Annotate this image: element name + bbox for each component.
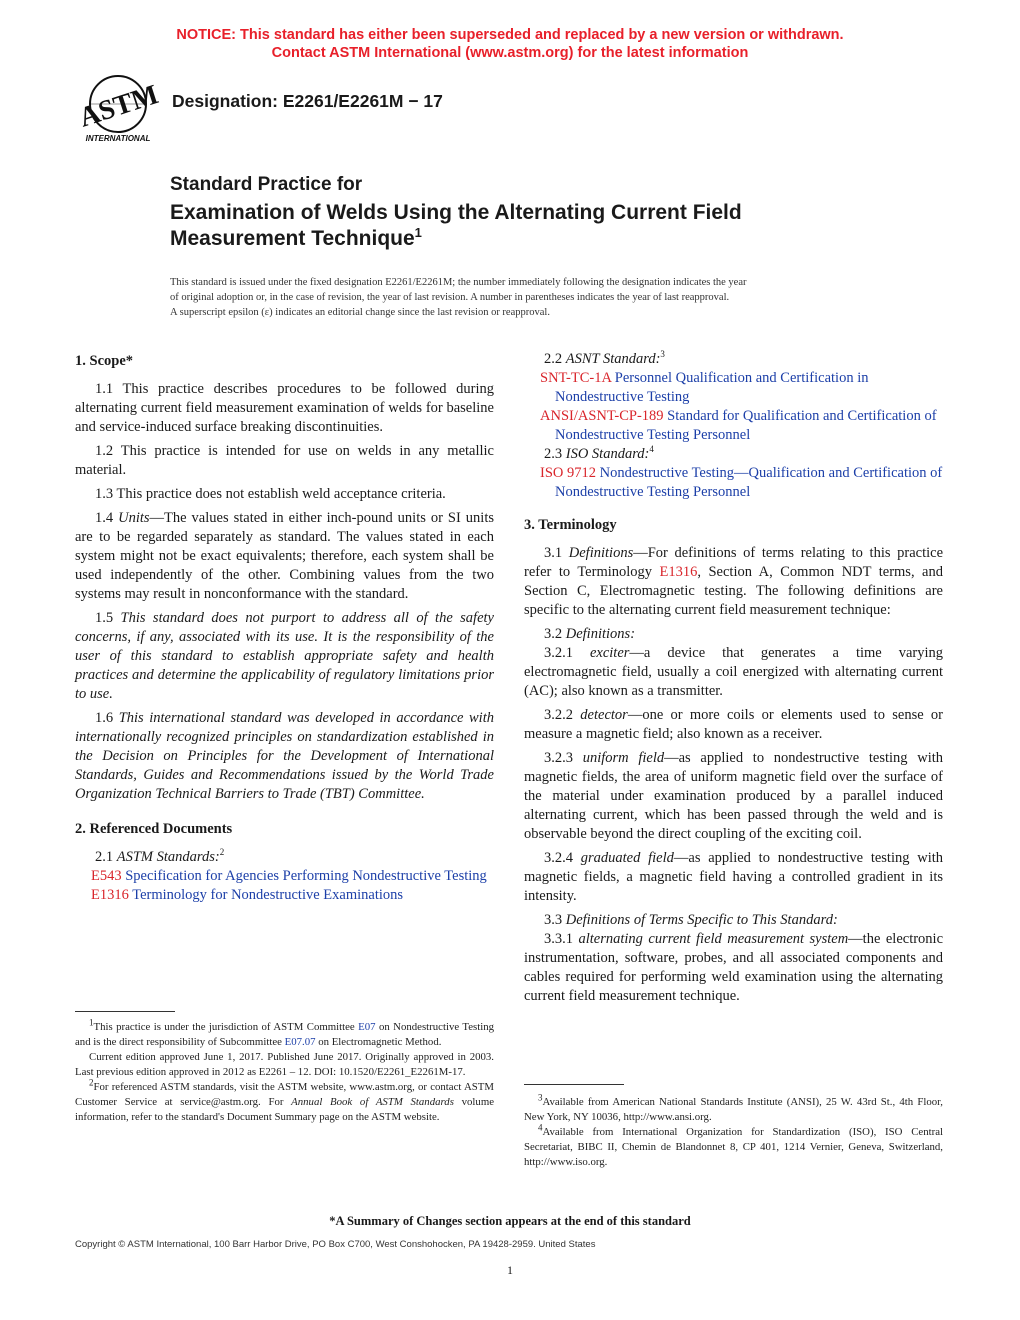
text: volume information, refer to the standard's Document Summary page on the ASTM website.	[75, 1096, 495, 1123]
term: ASNT Standard:	[565, 351, 661, 367]
section-terminology-heading: 3. Terminology	[524, 517, 617, 533]
designation-note	[170, 275, 860, 320]
term: detector	[580, 707, 628, 723]
text: —as applied to nondestructive testing with magnetic fields, a magnetic field having a controlled gradient in its intensity.	[524, 850, 944, 904]
designation: Designation: E2261/E2261M − 17	[172, 91, 443, 111]
footnote-mark: 3	[660, 349, 665, 360]
ref-code[interactable]: ISO 9712	[540, 465, 596, 481]
ref-code[interactable]: SNT-TC-1A	[540, 370, 612, 386]
num: 1.4	[95, 510, 114, 526]
footnote-mark: 2	[219, 847, 225, 858]
intro-line-1: This standard is issued under the fixed designation E2261/E2261M; the number immediately following the designation indicates the year	[170, 277, 747, 288]
text: For referenced ASTM standards, visit the ASTM website, www.astm.org, or contact ASTM Customer Service at service@astm.org. For	[75, 1081, 494, 1108]
page-number: 1	[507, 1263, 513, 1277]
term: ASTM Standards:	[116, 849, 220, 865]
ref-title-link[interactable]: Specification for Agencies Performing Nondestructive Testing	[125, 868, 487, 884]
text: Available from International Organization for Standardization (ISO), ISO Central Secretariat, BIBC II, Chemin de Blandonnet 8, CP 401, 1214 Vernier, Geneva, Switzerland, http://www.iso.org.	[524, 1126, 943, 1168]
footnotes-left	[75, 1017, 495, 1125]
para-3-2-1	[524, 644, 943, 701]
term: graduated field	[580, 850, 674, 866]
term: ISO Standard:	[565, 446, 650, 462]
ref-e543[interactable]	[75, 867, 494, 886]
term: uniform field	[582, 750, 665, 766]
footnote-number: 4	[538, 1122, 543, 1133]
footnote-mark: 4	[649, 444, 654, 455]
summary-of-changes-note: *A Summary of Changes section appears at the end of this standard	[329, 1214, 691, 1228]
footnote-number: 3	[538, 1092, 543, 1103]
footnote-1	[75, 1017, 494, 1050]
num: 3.2	[544, 626, 563, 642]
para-3-2-2	[524, 706, 943, 744]
intro-line-3: A superscript epsilon (ε) indicates an editorial change since the last revision or reapproval.	[170, 307, 550, 318]
para-1-2: 1.2 This practice is intended for use on welds in any metallic material.	[75, 443, 494, 478]
para-3-2-3	[524, 749, 943, 844]
text: —The values stated in either inch-pound units or SI units are to be regarded separately as standard. The values stated in each system might not be exact equivalents; therefore, each system shall be used independently of the other. Combining values from the two systems may result in nonconformance with the standard.	[75, 510, 494, 602]
num: 3.2.1	[544, 645, 573, 661]
section-scope-heading: 1. Scope*	[75, 353, 133, 369]
title-footnote-mark: 1	[414, 225, 422, 240]
para-1-5	[75, 609, 494, 704]
text: —as applied to nondestructive testing with magnetic fields, the area of uniform magnetic field over the surface of the material under examination produced by a parallel induced alternating current, which has been passed through the weld and is observable beyond the direct coupling of the exciting coil.	[524, 750, 944, 842]
title-line-1: Standard Practice for	[170, 174, 363, 195]
text: This practice is under the jurisdiction of ASTM Committee	[93, 1021, 359, 1033]
term: alternating current field measurement system	[578, 931, 849, 947]
para-3-1	[524, 544, 943, 620]
num: 2.2	[544, 351, 563, 367]
ref-code[interactable]: E543	[91, 868, 122, 884]
num: 1.6	[95, 710, 114, 726]
astm-logo	[72, 72, 164, 144]
text: on Electromagnetic Method.	[315, 1036, 442, 1048]
term: Definitions of Terms Specific to This Standard:	[565, 912, 838, 928]
para-3-3-1	[524, 930, 943, 1006]
logo-letters: ASTM	[75, 79, 163, 134]
para-3-2-4	[524, 849, 943, 906]
ref-title-link[interactable]: Nondestructive Testing—Qualification and Certification of Nondestructive Testing Personnel	[555, 465, 943, 500]
ref-code[interactable]: E1316	[91, 887, 129, 903]
footnotes-right	[524, 1092, 943, 1170]
intro-line-2: of original adoption or, in the case of revision, the year of last revision. A number in parentheses indicates the year of last reapproval.	[170, 292, 730, 303]
text: This standard does not purport to address all of the safety concerns, if any, associated with its use. It is the responsibility of the user of this standard to establish appropriate safety and health practices and determine the applicability of regulatory limitations prior to use.	[75, 610, 494, 702]
subcommittee-link[interactable]: E07.07	[284, 1036, 316, 1048]
footnote-edition: Current edition approved June 1, 2017. Published June 2017. Originally approved in 2003. Last previous edition approved in 2012 as E2261 – 12. DOI: 10.1520/E2261_E2261M-17.	[75, 1051, 494, 1078]
footnote-2	[75, 1077, 495, 1125]
text: This international standard was developed in accordance with internationally recognized principles on standardization established in the Decision on Principles for the Development of International Standards, Guides and Recommendations issued by the World Trade Organization Technical Barriers to Trade (TBT) Committee.	[75, 710, 494, 802]
text: —one or more coils or elements used to sense or measure a magnetic field; also known as a receiver.	[524, 707, 944, 742]
footnote-rule-left	[75, 1011, 175, 1012]
num: 3.2.4	[544, 850, 573, 866]
ref-code[interactable]: ANSI/ASNT-CP-189	[540, 408, 664, 424]
ref-snt-tc-1a[interactable]	[524, 369, 943, 407]
text: —the electronic instrumentation, software, probes, and all associated components and cables required for performing weld examination using the alternating current field measurement technique.	[524, 931, 944, 1004]
text: Available from American National Standards Institute (ANSI), 25 W. 43rd St., 4th Floor, New York, NY 10036, http://www.ansi.org.	[524, 1096, 943, 1123]
term: Definitions	[568, 545, 634, 561]
footnote-number: 2	[89, 1077, 94, 1088]
left-column	[75, 352, 494, 905]
ref-title-link[interactable]: Terminology for Nondestructive Examinations	[132, 887, 404, 903]
document-title	[170, 200, 870, 252]
term: exciter	[589, 645, 630, 661]
para-1-6	[75, 709, 494, 804]
text: on Nondestructive Testing and is the direct responsibility of Subcommittee	[75, 1021, 494, 1048]
term: Definitions:	[565, 626, 636, 642]
title-line-3	[170, 226, 870, 252]
para-2-2	[524, 350, 943, 369]
notice-line-1: NOTICE: This standard has either been superseded and replaced by a new version or withdrawn.	[176, 27, 844, 43]
section-referenced-documents-heading: 2. Referenced Documents	[75, 821, 233, 837]
num: 2.3	[544, 446, 563, 462]
para-1-1: 1.1 This practice describes procedures to be followed during alternating current field measurement examination of welds for baseline and service-induced surface breaking discontinuities.	[75, 381, 494, 435]
ref-title-link[interactable]: Personnel Qualification and Certification in Nondestructive Testing	[555, 370, 869, 405]
ref-e1316[interactable]	[75, 886, 494, 905]
footnote-3	[524, 1092, 943, 1125]
text: —For definitions of terms relating to this practice refer to Terminology	[524, 545, 943, 580]
footnote-4	[524, 1122, 943, 1170]
text: —a device that generates a time varying electromagnetic field, usually a coil energized with alternating current (AC); also known as a transmitter.	[524, 645, 943, 699]
ref-e1316-link[interactable]: E1316	[659, 564, 698, 580]
num: 3.3.1	[544, 931, 573, 947]
para-3-3	[524, 911, 943, 930]
para-2-1	[75, 848, 494, 867]
title-line-2: Examination of Welds Using the Alternating Current Field	[170, 201, 742, 224]
text: , Section A, Common NDT terms, and Section C, Electromagnetic testing. The following definitions are specific to the alternating current field measurement technique:	[524, 564, 943, 618]
num: 3.1	[544, 545, 563, 561]
para-2-3	[524, 445, 943, 464]
para-3-2	[524, 625, 943, 644]
num: 3.2.3	[544, 750, 573, 766]
committee-link[interactable]: E07	[358, 1021, 376, 1033]
para-1-4	[75, 509, 494, 604]
text: Annual Book of ASTM Standards	[291, 1096, 454, 1108]
num: 3.3	[544, 912, 563, 928]
para-1-3: 1.3 This practice does not establish weld acceptance criteria.	[95, 486, 446, 502]
logo-subtext: INTERNATIONAL	[85, 134, 151, 143]
ref-title-link[interactable]: Standard for Qualification and Certification of Nondestructive Testing Personnel	[555, 408, 937, 443]
footnote-rule-right	[524, 1084, 624, 1085]
withdrawal-notice	[0, 26, 1020, 62]
ref-iso-9712[interactable]	[524, 464, 943, 502]
num: 1.5	[95, 610, 114, 626]
notice-line-2: Contact ASTM International (www.astm.org) for the latest information	[271, 45, 749, 61]
right-column	[524, 350, 943, 1011]
num: 3.2.2	[544, 707, 573, 723]
footnote-number: 1	[89, 1017, 94, 1028]
term: Units	[118, 510, 150, 526]
ref-ansi-asnt-cp-189[interactable]	[524, 407, 943, 445]
copyright-line: Copyright © ASTM International, 100 Barr Harbor Drive, PO Box C700, West Conshohocken, PA 19428-2959. United States	[75, 1239, 596, 1250]
title-line-3-text: Measurement Technique	[170, 227, 415, 250]
num: 2.1	[95, 849, 114, 865]
